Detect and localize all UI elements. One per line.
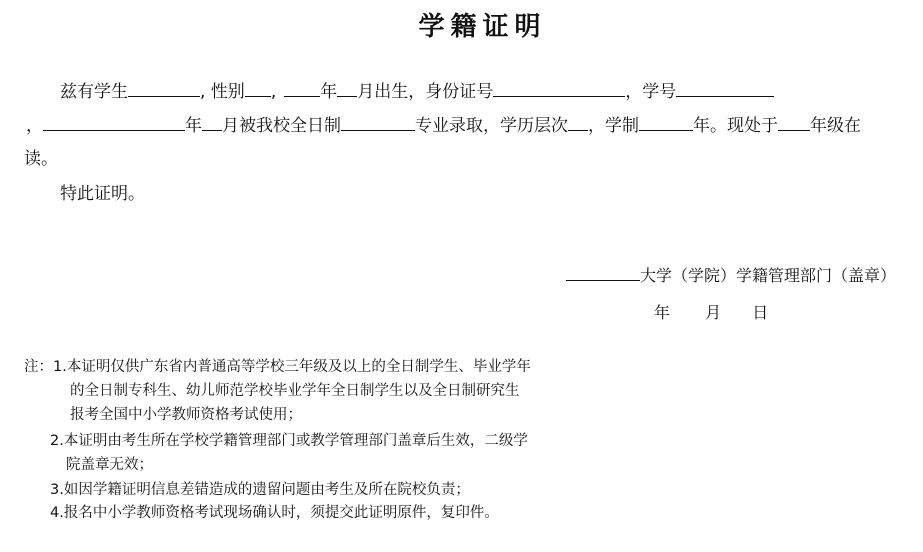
closing-statement: 特此证明。 bbox=[60, 184, 145, 204]
text-current-label: 年。现处于 bbox=[693, 116, 778, 136]
text-year-label: 年 bbox=[320, 82, 338, 102]
note-2-line-2: 院盖章无效； bbox=[66, 457, 153, 473]
body-line-2 bbox=[26, 114, 861, 138]
text-comma-start: ， bbox=[26, 116, 43, 136]
blank-major[interactable] bbox=[341, 115, 415, 131]
department-label: 大学（学院）学籍管理部门（盖章） bbox=[640, 266, 897, 285]
text-gender-label: , 性别 bbox=[200, 82, 245, 102]
date-day-label: 日 bbox=[752, 303, 769, 322]
note-1-text: 1.本证明仅供广东省内普通高等学校三年级及以上的全日制学生、毕业学年 bbox=[53, 359, 531, 375]
text-student-number-label: ，学号 bbox=[625, 82, 677, 102]
text-grade-label: 年级在 bbox=[810, 116, 861, 136]
body-line-1 bbox=[60, 80, 774, 104]
text-birth-id-label: 月出生，身份证号 bbox=[357, 82, 494, 102]
note-4: 4.报名中小学教师资格考试现场确认时，须提交此证明原件，复印件。 bbox=[50, 505, 499, 521]
text-duration-label: ，学制 bbox=[588, 116, 639, 136]
blank-birth-month[interactable] bbox=[337, 81, 357, 97]
notes-prefix: 注： bbox=[24, 359, 53, 375]
text-year-label-2: 年 bbox=[185, 116, 202, 136]
signature-line bbox=[566, 264, 896, 288]
blank-birth-year[interactable] bbox=[284, 81, 320, 97]
note-1-line-3: 报考全国中小学教师资格考试使用； bbox=[70, 407, 302, 423]
text-admitted-label: 月被我校全日制 bbox=[222, 116, 341, 136]
signature-date bbox=[654, 301, 768, 325]
blank-admission-year[interactable] bbox=[43, 115, 185, 131]
text-major-level-label: 专业录取，学历层次 bbox=[415, 116, 568, 136]
text-comma: , bbox=[270, 82, 277, 102]
blank-education-level[interactable] bbox=[568, 115, 588, 131]
blank-student-name[interactable] bbox=[128, 81, 200, 97]
blank-grade[interactable] bbox=[778, 115, 810, 131]
text-student-label: 兹有学生 bbox=[60, 82, 128, 102]
blank-student-number[interactable] bbox=[676, 81, 774, 97]
note-3: 3.如因学籍证明信息差错造成的遗留问题由考生及所在院校负责； bbox=[50, 482, 470, 498]
blank-id-number[interactable] bbox=[493, 81, 625, 97]
date-year-label: 年 bbox=[654, 303, 671, 322]
document-title: 学籍证明 bbox=[418, 12, 547, 42]
note-1-line-2: 的全日制专科生、幼儿师范学校毕业学年全日制学生以及全日制研究生 bbox=[70, 383, 520, 399]
blank-duration[interactable] bbox=[639, 115, 693, 131]
body-line-3: 读。 bbox=[24, 149, 58, 169]
blank-gender[interactable] bbox=[245, 81, 271, 97]
blank-admission-month[interactable] bbox=[202, 115, 222, 131]
date-month-label: 月 bbox=[705, 303, 722, 322]
blank-university-name[interactable] bbox=[566, 265, 640, 281]
note-2-line-1: 2.本证明由考生所在学校学籍管理部门或教学管理部门盖章后生效，二级学 bbox=[50, 433, 528, 449]
note-1-line-1 bbox=[24, 356, 531, 378]
